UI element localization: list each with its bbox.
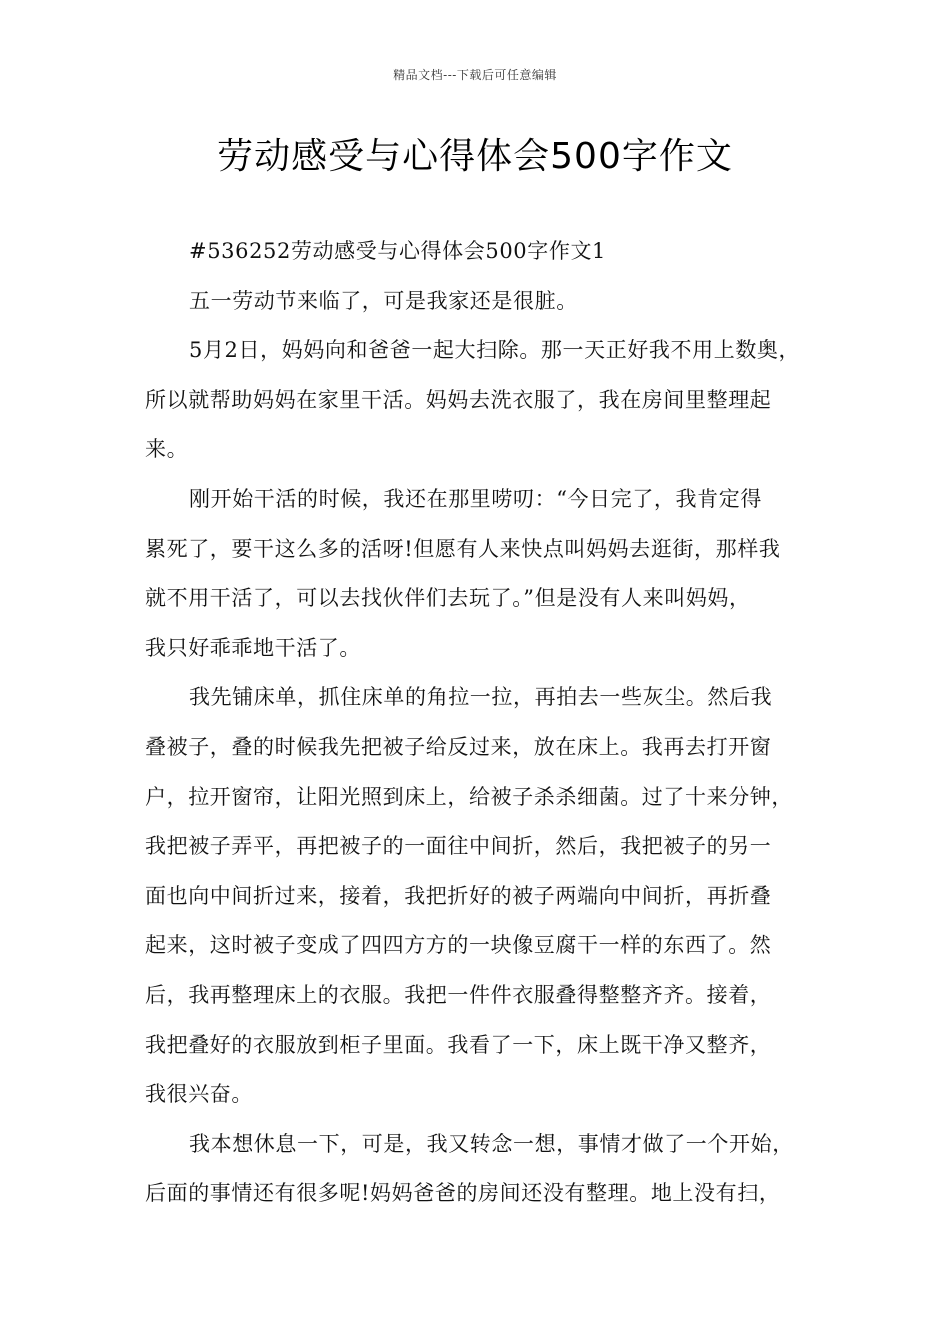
text-line: 我把被子弄平，再把被子的一面往中间折，然后，我把被子的另一 xyxy=(145,834,772,859)
text-line: 就不用干活了，可以去找伙伴们去玩了。”但是没有人来叫妈妈， xyxy=(145,586,751,611)
text-line: 五一劳动节来临了，可是我家还是很脏。 xyxy=(189,288,578,313)
text-line: 累死了，要干这么多的活呀!但愿有人来快点叫妈妈去逛街，那样我 xyxy=(145,536,781,561)
text-line: 户，拉开窗帘，让阳光照到床上，给被子杀杀细菌。过了十来分钟， xyxy=(145,784,793,809)
text-line: 起来，这时被子变成了四四方方的一块像豆腐干一样的东西了。然 xyxy=(145,933,772,958)
text-line: 叠被子，叠的时候我先把被子给反过来，放在床上。我再去打开窗 xyxy=(145,734,772,759)
text-line: 面也向中间折过来，接着，我把折好的被子两端向中间折，再折叠 xyxy=(145,883,772,908)
text-line: 我把叠好的衣服放到柜子里面。我看了一下，床上既干净又整齐， xyxy=(145,1032,772,1057)
header-note: 精品文档---下载后可任意编辑 xyxy=(393,68,557,82)
text-line: 后面的事情还有很多呢!妈妈爸爸的房间还没有整理。地上没有扫， xyxy=(145,1181,781,1206)
text-line: 刚开始干活的时候，我还在那里唠叨：“今日完了，我肯定得 xyxy=(189,486,762,511)
text-line: 我先铺床单，抓住床单的角拉一拉，再拍去一些灰尘。然后我 xyxy=(189,685,773,710)
text-line: #536252劳动感受与心得体会500字作文1 xyxy=(189,239,607,263)
text-line: 来。 xyxy=(145,437,189,462)
document-body xyxy=(145,227,825,1219)
text-line: 5月2日，妈妈向和爸爸一起大扫除。那一天正好我不用上数奥， xyxy=(189,338,801,363)
text-line: 我只好乖乖地干活了。 xyxy=(145,635,361,660)
text-line: 后，我再整理床上的衣服。我把一件件衣服叠得整整齐齐。接着， xyxy=(145,982,772,1007)
document-title: 劳动感受与心得体会500字作文 xyxy=(217,136,733,177)
text-line: 我本想休息一下，可是，我又转念一想，事情才做了一个开始， xyxy=(189,1131,794,1156)
text-line: 我很兴奋。 xyxy=(145,1082,253,1107)
text-line: 所以就帮助妈妈在家里干活。妈妈去洗衣服了，我在房间里整理起 xyxy=(145,387,772,412)
